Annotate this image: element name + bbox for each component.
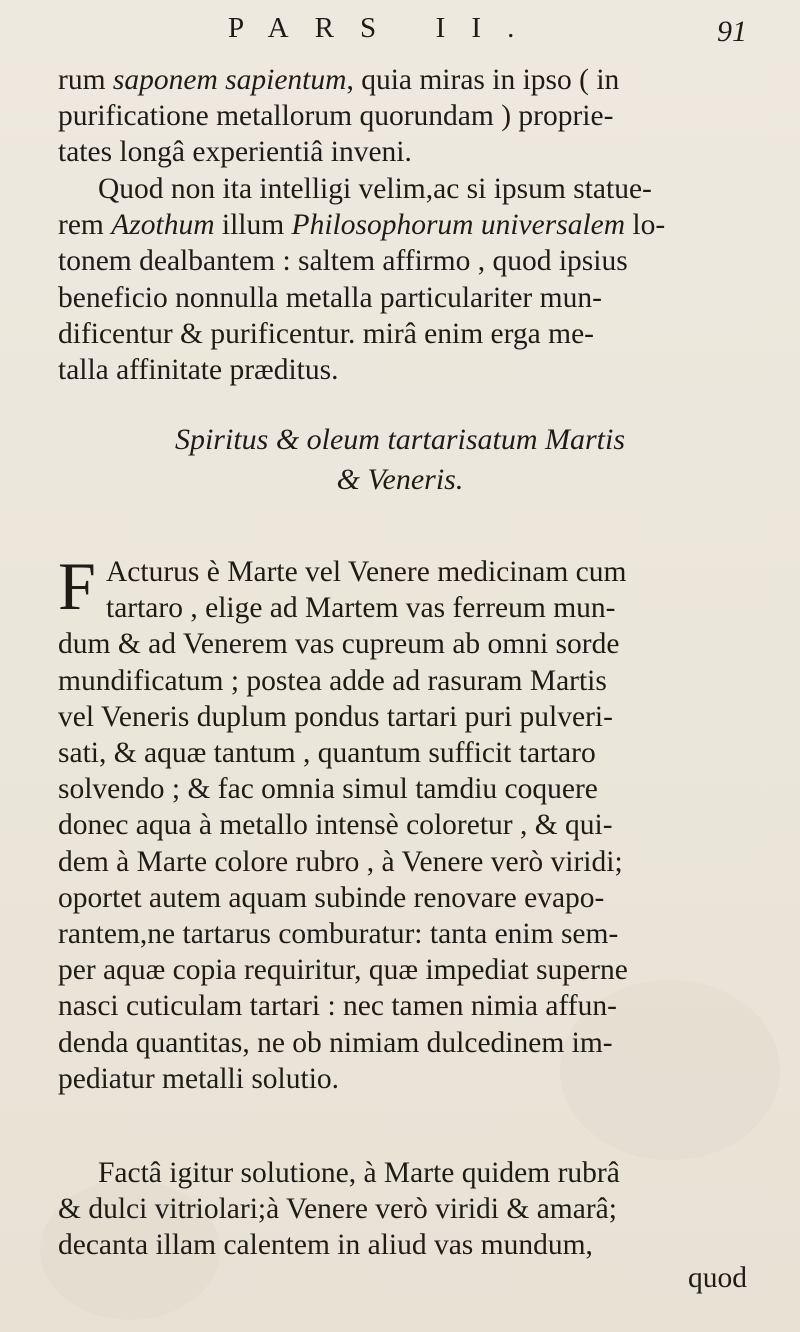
text-line: pediatur metalli solutio. <box>58 1062 340 1095</box>
text-line: tonem dealbantem : saltem affirmo , quod ipsius <box>58 245 628 278</box>
paragraph-3-text <box>58 548 768 1097</box>
text-line: dem à Marte colore rubro , à Venere verò viridi; <box>58 845 623 878</box>
text-line: tates longâ experientiâ inveni. <box>58 136 412 169</box>
text-line: dum & ad Venerem vas cupreum ab omni sorde <box>58 628 620 661</box>
text-line: donec aqua à metallo intensè coloretur , & qui- <box>58 809 613 842</box>
paragraph-2 <box>58 171 768 388</box>
text-line: decanta illam calentem in aliud vas mundum, <box>58 1229 593 1262</box>
italic-phrase: saponem sapientum <box>112 64 347 96</box>
text-line: Quod non ita intelligi velim,ac si ipsum statue- <box>98 173 652 205</box>
text-line: talla affinitate præditus. <box>58 354 339 387</box>
text-line: rum saponem sapientum, quia miras in ipso ( in <box>58 64 620 96</box>
italic-phrase: Philosophorum universalem <box>291 209 626 242</box>
text-line: per aquæ copia requiritur, quæ impediat superne <box>58 954 628 987</box>
text-line: sati, & aquæ tantum , quantum sufficit tartaro <box>58 737 596 770</box>
section-heading-line-1: Spiritus & oleum tartarisatum Martis <box>174 423 626 456</box>
text-line: nasci cuticulam tartari : nec tamen nimia affun- <box>58 990 617 1023</box>
text-line: vel Veneris duplum pondus tartari puri pulveri- <box>58 700 613 733</box>
italic-phrase: Azothum <box>111 209 215 242</box>
text-line: dificentur & purificentur. mirâ enim erga me- <box>58 317 594 350</box>
running-title: PARS II. <box>228 12 541 44</box>
drop-cap: F <box>58 548 96 624</box>
text-line: oportet autem aquam subinde renovare evapo- <box>58 881 605 914</box>
section-heading-line-2: & Veneris. <box>336 463 464 496</box>
text-line: purificatione metallorum quorundam ) proprie- <box>58 100 614 133</box>
catchword: quod <box>688 1262 747 1294</box>
text-line: & dulci vitriolari;à Venere verò viridi & amarâ; <box>58 1193 617 1226</box>
text-line: denda quantitas, ne ob nimiam dulcedinem im- <box>58 1026 613 1059</box>
text-line: Factâ igitur solutione, à Marte quidem rubrâ <box>98 1157 620 1189</box>
text-line: rem Azothum illum Philosophorum universalem lo- <box>58 209 666 242</box>
paragraph-4 <box>58 1155 768 1264</box>
text-line: solvendo ; & fac omnia simul tamdiu coquere <box>58 773 598 806</box>
paragraph-1 <box>58 62 768 171</box>
page-number: 91 <box>717 15 747 48</box>
text-line: rantem,ne tartarus comburatur: tanta enim sem- <box>58 918 619 951</box>
paragraph-3 <box>58 548 768 1097</box>
text-line: tartaro , elige ad Martem vas ferreum mun- <box>106 592 616 625</box>
text-line: beneficio nonnulla metalla particulariter mun- <box>58 281 602 314</box>
text-line: Acturus è Marte vel Venere medicinam cum <box>106 556 627 588</box>
page-header <box>0 12 800 56</box>
text-line: mundificatum ; postea adde ad rasuram Martis <box>58 664 607 697</box>
